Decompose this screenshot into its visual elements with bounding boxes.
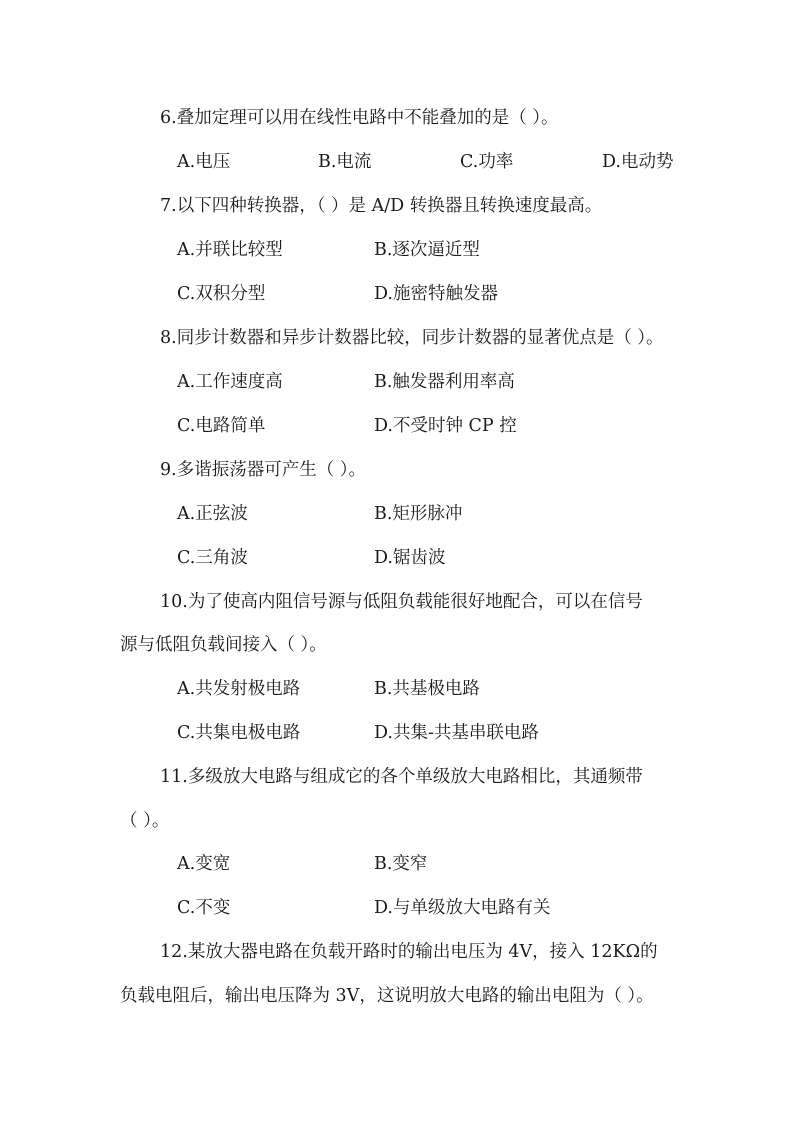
question-9-option-b: B.矩形脉冲 <box>374 504 463 524</box>
question-7-option-d: D.施密特触发器 <box>374 284 498 304</box>
question-12-stem-line-2: 负载电阻后，输出电压降为 3V，这说明放大电路的输出电阻为（ ）。 <box>120 986 654 1006</box>
question-6-stem: 6.叠加定理可以用在线性电路中不能叠加的是（ ）。 <box>160 108 559 128</box>
question-11-option-a: A.变宽 <box>177 854 231 874</box>
question-10-option-c: C.共集电极电路 <box>177 723 301 743</box>
question-6-option-a: A.电压 <box>177 152 231 172</box>
question-9-option-c: C.三角波 <box>177 548 248 568</box>
question-8-stem: 8.同步计数器和异步计数器比较，同步计数器的显著优点是（ ）。 <box>160 328 664 348</box>
question-6-option-c: C.功率 <box>460 152 514 172</box>
question-7-option-a: A.并联比较型 <box>177 240 283 260</box>
question-11-stem-line-2: （ ）。 <box>120 811 170 831</box>
question-7-option-c: C.双积分型 <box>177 284 266 304</box>
question-11-option-c: C.不变 <box>177 898 231 918</box>
question-8-option-c: C.电路简单 <box>177 416 266 436</box>
question-9-option-d: D.锯齿波 <box>374 548 446 568</box>
question-6-option-d: D.电动势 <box>602 152 674 172</box>
question-10-option-a: A.共发射极电路 <box>177 679 301 699</box>
question-11-option-b: B.变窄 <box>374 854 428 874</box>
question-11-option-d: D.与单级放大电路有关 <box>374 898 551 918</box>
question-6-option-b: B.电流 <box>318 152 372 172</box>
question-10-stem-line-2: 源与低阻负载间接入（ ）。 <box>120 635 327 655</box>
question-8-option-b: B.触发器利用率高 <box>374 372 515 392</box>
question-11-stem-line-1: 11.多级放大电路与组成它的各个单级放大电路相比，其通频带 <box>160 767 643 787</box>
question-10-stem-line-1: 10.为了使高内阻信号源与低阻负载能很好地配合，可以在信号 <box>160 592 643 612</box>
question-10-option-d: D.共集-共基串联电路 <box>374 723 539 743</box>
question-9-option-a: A.正弦波 <box>177 504 248 524</box>
question-8-option-a: A.工作速度高 <box>177 372 283 392</box>
question-12-stem-line-1: 12.某放大器电路在负载开路时的输出电压为 4V，接入 12KΩ的 <box>160 942 658 962</box>
question-8-option-d: D.不受时钟 CP 控 <box>374 416 517 436</box>
question-7-option-b: B.逐次逼近型 <box>374 240 480 260</box>
question-9-stem: 9.多谐振荡器可产生（ ）。 <box>160 460 367 480</box>
question-7-stem: 7.以下四种转换器，（ ）是 A/D 转换器且转换速度最高。 <box>160 196 603 216</box>
question-10-option-b: B.共基极电路 <box>374 679 480 699</box>
